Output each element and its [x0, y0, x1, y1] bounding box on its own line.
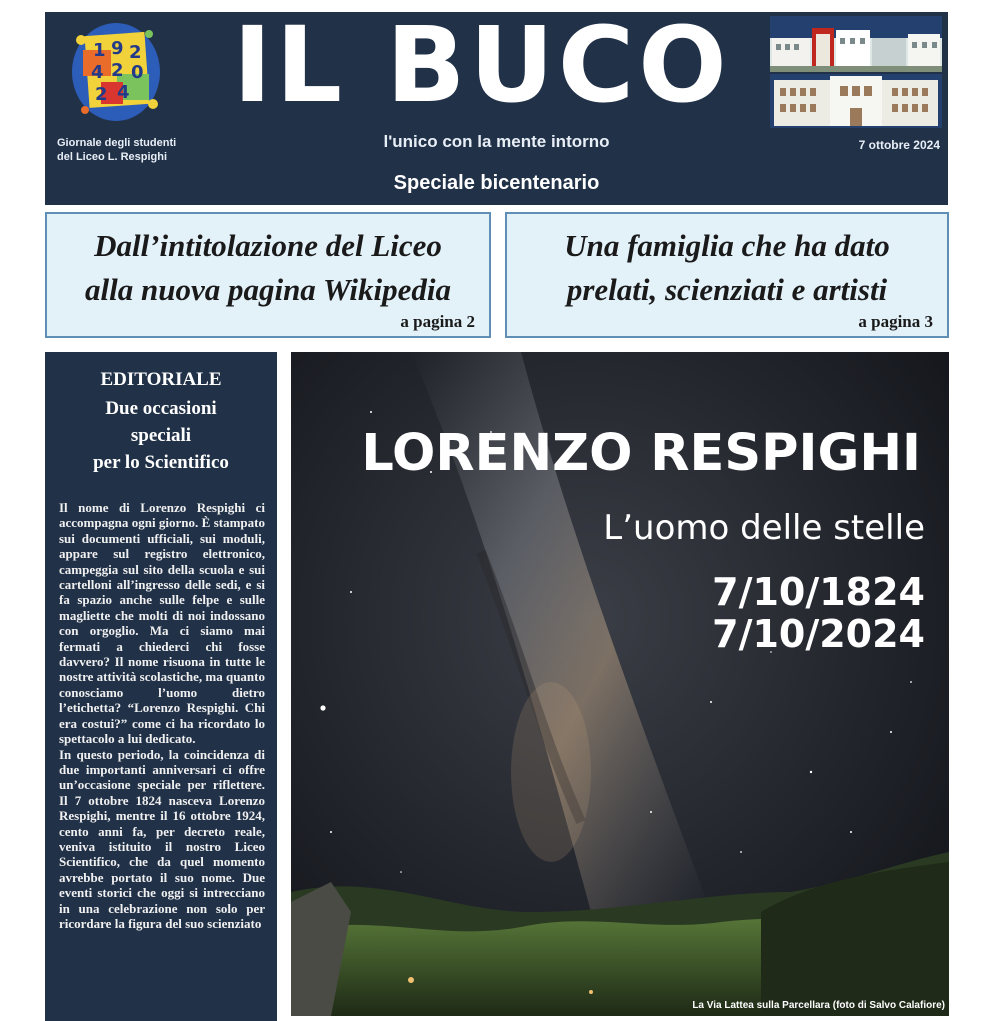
- masthead: [45, 4, 948, 205]
- teaser-headline-line2: prelati, scienziati e artisti: [566, 272, 888, 307]
- hero-photo: [291, 352, 949, 1016]
- school-buildings-illustration: [770, 16, 942, 128]
- svg-text:2: 2: [111, 60, 124, 81]
- editorial-paragraph: Il nome di Lorenzo Respighi ci accompagna ogni giorno. È stampato sui documenti ufficiali, sui moduli, appare sul registro elettronico, campeggia sul sito della scuola e sui cartelloni all’ingresso delle sedi, e si fa spazio anche sulle felpe e sulle magliette che molti di noi indossano con orgoglio. Ma ci siamo mai fermati a chiederci chi fosse davvero? Il nome risuona in tutte le nostre attività scolastiche, ma quanto conosciamo l’uomo dietro l’etichetta? “Lorenzo Respighi. Chi era costui?” come ci ha ricordato lo spettacolo a lui dedicato.: [59, 500, 265, 747]
- editorial-title-line3: per lo Scientifico: [93, 452, 229, 473]
- school-tagline-line1: Giornale degli studenti: [57, 137, 177, 149]
- teaser-box-family[interactable]: [505, 212, 949, 338]
- teaser-page-ref: a pagina 2: [400, 312, 475, 331]
- hero-subtitle: L’uomo delle stelle: [603, 508, 925, 548]
- school-tagline-line2: del Liceo L. Respighi: [57, 151, 168, 163]
- hero-date-birth: 7/10/1824: [712, 570, 925, 614]
- teaser-headline-line1: Una famiglia che ha dato: [564, 228, 890, 263]
- newspaper-title: IL BUCO: [233, 4, 731, 126]
- hero-date-anniversary: 7/10/2024: [712, 612, 925, 656]
- editorial-title: [69, 395, 253, 476]
- teaser-headline: [507, 214, 947, 312]
- issue-date: 7 ottobre 2024: [858, 138, 940, 152]
- editorial-kicker: EDITORIALE: [100, 369, 222, 390]
- editorial-column: [45, 352, 277, 1021]
- editorial-body: [59, 500, 265, 931]
- editorial-title-line1: Due occasioni: [105, 398, 217, 419]
- teaser-box-wikipedia[interactable]: [45, 212, 491, 338]
- svg-text:0: 0: [131, 62, 144, 83]
- hero-name: LORENZO RESPIGHI: [361, 424, 921, 483]
- editorial-paragraph: In questo periodo, la coincidenza di due importanti anniversari ci offre un’occasione speciale per riflettere. Il 7 ottobre 1824 nasceva Lorenzo Respighi, mentre il 16 ottobre 1924, cento anni fa, per decreto reale, veniva istituito il nostro Liceo Scientifico, che da quel momento avrebbe portato il suo nome. Due eventi storici che oggi si intrecciano in una celebrazione non solo per ricordare la figura del suo scienziato: [59, 746, 265, 931]
- svg-text:2: 2: [129, 42, 142, 63]
- teaser-headline: [47, 214, 489, 312]
- svg-text:9: 9: [111, 38, 124, 59]
- photo-caption: La Via Lattea sulla Parcellara (foto di Salvo Calafiore): [692, 1000, 945, 1011]
- teaser-headline-line2: alla nuova pagina Wikipedia: [84, 272, 452, 307]
- svg-text:4: 4: [117, 82, 130, 103]
- svg-text:4: 4: [91, 62, 104, 83]
- svg-text:2: 2: [95, 84, 108, 105]
- svg-text:1: 1: [93, 40, 106, 61]
- teaser-headline-line1: Dall’intitolazione del Liceo: [94, 228, 442, 263]
- school-logo: [71, 20, 161, 122]
- editorial-title-line2: speciali: [130, 425, 192, 446]
- teaser-page-ref: a pagina 3: [858, 312, 933, 331]
- newspaper-motto: l'unico con la mente intorno: [383, 132, 610, 151]
- special-edition-label: Speciale bicentenario: [393, 172, 600, 194]
